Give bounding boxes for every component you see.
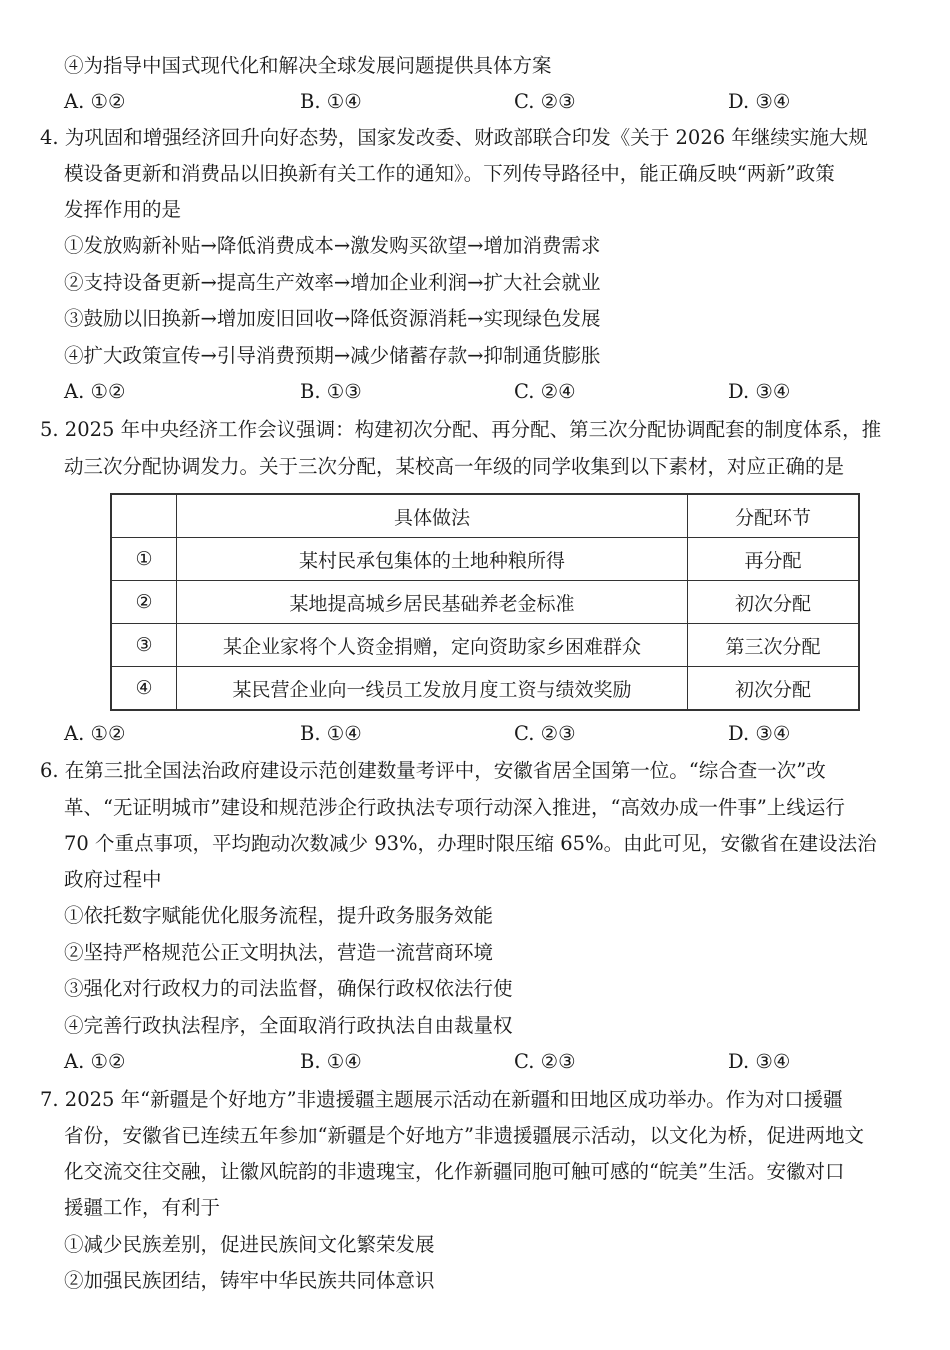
q4-stem-line-2: 模设备更新和消费品以旧换新有关工作的通知》。下列传导路径中，能正确反映“两新”政策 (64, 162, 835, 185)
row-practice: 某地提高城乡居民基础养老金标准 (177, 581, 688, 624)
row-index: ④ (111, 667, 177, 711)
option-d: D. ③④ (728, 90, 791, 113)
option-b: B. ①④ (300, 722, 362, 745)
table-row (111, 581, 859, 624)
q5-stem-line-2: 动三次分配协调发力。关于三次分配，某校高一年级的同学收集到以下素材，对应正确的是 (64, 455, 845, 478)
row-practice: 某村民承包集体的土地种粮所得 (177, 538, 688, 581)
option-a: A. ①② (64, 380, 126, 403)
table-header-stage: 分配环节 (688, 494, 860, 538)
row-stage: 初次分配 (688, 581, 860, 624)
q6-stem-line-1: 6. 在第三批全国法治政府建设示范创建数量考评中，安徽省居全国第一位。“综合查一次”改 (40, 759, 826, 782)
q4-item-1: ①发放购新补贴→降低消费成本→激发购买欲望→增加消费需求 (64, 234, 601, 257)
q7-stem-line-1: 7. 2025 年“新疆是个好地方”非遗援疆主题展示活动在新疆和田地区成功举办。作为对口援疆 (40, 1088, 843, 1111)
table-header-practice: 具体做法 (177, 494, 688, 538)
q6-item-1: ①依托数字赋能优化服务流程，提升政务服务效能 (64, 904, 494, 927)
q6-item-4: ④完善行政执法程序，全面取消行政执法自由裁量权 (64, 1014, 513, 1037)
row-practice: 某民营企业向一线员工发放月度工资与绩效奖励 (177, 667, 688, 711)
option-d: D. ③④ (728, 1050, 791, 1073)
q4-item-3: ③鼓励以旧换新→增加废旧回收→降低资源消耗→实现绿色发展 (64, 307, 601, 330)
option-b: B. ①④ (300, 1050, 362, 1073)
distribution-table (110, 493, 860, 711)
q6-item-3: ③强化对行政权力的司法监督，确保行政权依法行使 (64, 977, 513, 1000)
option-c: C. ②③ (514, 722, 576, 745)
table-row (111, 667, 859, 711)
row-index: ② (111, 581, 177, 624)
option-b: B. ①③ (300, 380, 362, 403)
option-d: D. ③④ (728, 722, 791, 745)
q7-item-1: ①减少民族差别，促进民族间文化繁荣发展 (64, 1233, 435, 1256)
q7-stem-line-2: 省份，安徽省已连续五年参加“新疆是个好地方”非遗援疆展示活动，以文化为桥，促进两地文 (64, 1124, 864, 1147)
table-header-row (111, 494, 859, 538)
row-index: ① (111, 538, 177, 581)
option-a: A. ①② (64, 1050, 126, 1073)
option-b: B. ①④ (300, 90, 362, 113)
q7-item-2: ②加强民族团结，铸牢中华民族共同体意识 (64, 1269, 435, 1292)
row-stage: 第三次分配 (688, 624, 860, 667)
table-header-index (111, 494, 177, 538)
q6-stem-line-4: 政府过程中 (64, 868, 162, 891)
q7-stem-line-3: 化交流交往交融，让徽风皖韵的非遗瑰宝，化作新疆同胞可触可感的“皖美”生活。安徽对口 (64, 1160, 845, 1183)
row-practice: 某企业家将个人资金捐赠，定向资助家乡困难群众 (177, 624, 688, 667)
q6-stem-line-3: 70 个重点事项，平均跑动次数减少 93%，办理时限压缩 65%。由此可见，安徽省在建设法治 (64, 832, 877, 855)
q5-options (64, 720, 884, 748)
table-row (111, 624, 859, 667)
q4-item-4: ④扩大政策宣传→引导消费预期→减少储蓄存款→抑制通货膨胀 (64, 344, 601, 367)
row-index: ③ (111, 624, 177, 667)
option-c: C. ②③ (514, 1050, 576, 1073)
q4-item-2: ②支持设备更新→提高生产效率→增加企业利润→扩大社会就业 (64, 271, 601, 294)
q4-options (64, 378, 884, 406)
row-stage: 初次分配 (688, 667, 860, 711)
option-a: A. ①② (64, 90, 126, 113)
q3-options (64, 88, 884, 116)
option-a: A. ①② (64, 722, 126, 745)
q6-item-2: ②坚持严格规范公正文明执法，营造一流营商环境 (64, 941, 494, 964)
option-c: C. ②④ (514, 380, 576, 403)
q5-stem-line-1: 5. 2025 年中央经济工作会议强调：构建初次分配、再分配、第三次分配协调配套的制度体系，推 (40, 418, 882, 441)
q6-options (64, 1048, 884, 1076)
option-c: C. ②③ (514, 90, 576, 113)
q4-stem-line-1: 4. 为巩固和增强经济回升向好态势，国家发改委、财政部联合印发《关于 2026 年继续实施大规 (40, 126, 868, 149)
option-d: D. ③④ (728, 380, 791, 403)
row-stage: 再分配 (688, 538, 860, 581)
q6-stem-line-2: 革、“无证明城市”建设和规范涉企行政执法专项行动深入推进，“高效办成一件事”上线运行 (64, 796, 845, 819)
table-row (111, 538, 859, 581)
q4-stem-line-3: 发挥作用的是 (64, 198, 182, 221)
q3-item-4: ④为指导中国式现代化和解决全球发展问题提供具体方案 (64, 54, 552, 77)
q7-stem-line-4: 援疆工作，有利于 (64, 1196, 221, 1219)
